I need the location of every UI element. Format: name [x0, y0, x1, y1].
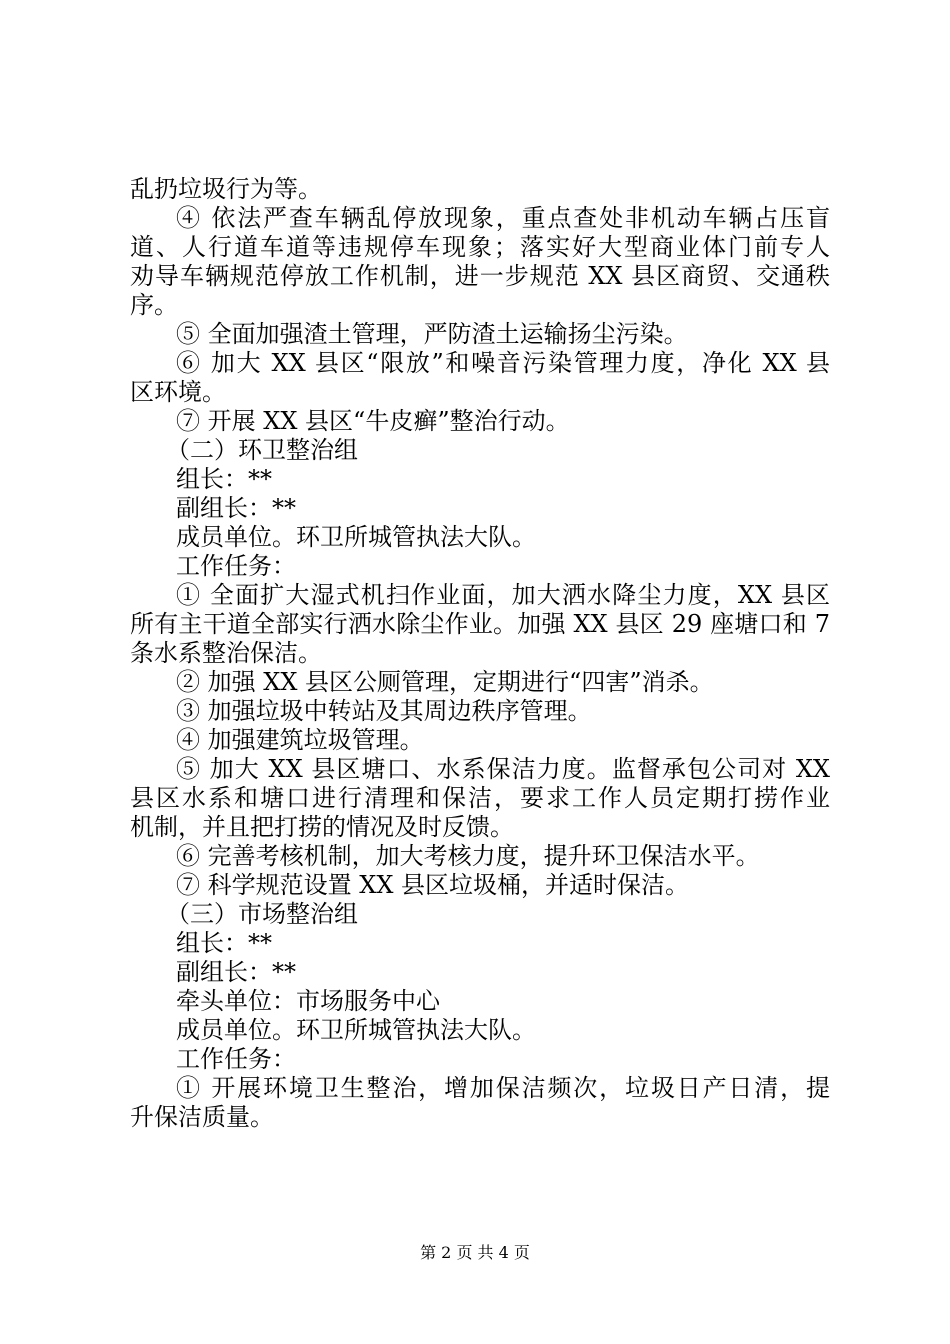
- text-line: ⑥ 完善考核机制，加大考核力度，提升环卫保洁水平。: [176, 842, 760, 870]
- text-line: 条水系整治保洁。: [130, 639, 322, 667]
- text-line: 序。: [130, 291, 178, 319]
- text-line: ④ 依法严查车辆乱停放现象，重点查处非机动车辆占压盲: [176, 204, 830, 232]
- text-line: ⑦ 科学规范设置 XX 县区垃圾桶，并适时保洁。: [176, 871, 690, 899]
- text-line: 牵头单位：市场服务中心: [176, 987, 440, 1015]
- text-line: ② 加强 XX 县区公厕管理，定期进行“四害”消杀。: [176, 668, 714, 696]
- text-line: 副组长：**: [176, 494, 296, 522]
- text-line: 成员单位。环卫所城管执法大队。: [176, 523, 536, 551]
- text-line: 道、人行道车道等违规停车现象；落实好大型商业体门前专人: [130, 233, 830, 261]
- text-line: 县区水系和塘口进行清理和保洁，要求工作人员定期打捞作业: [130, 784, 830, 812]
- text-line: ① 开展环境卫生整治，增加保洁频次，垃圾日产日清，提: [176, 1074, 830, 1102]
- text-line: 副组长：**: [176, 958, 296, 986]
- text-line: 成员单位。环卫所城管执法大队。: [176, 1016, 536, 1044]
- page-footer: 第 2 页 共 4 页: [420, 1243, 530, 1262]
- text-line: 劝导车辆规范停放工作机制，进一步规范 XX 县区商贸、交通秩: [130, 262, 830, 290]
- text-line: 组长：**: [176, 929, 272, 957]
- text-line: 升保洁质量。: [130, 1103, 274, 1131]
- text-line: ① 全面扩大湿式机扫作业面，加大洒水降尘力度，XX 县区: [176, 581, 830, 609]
- document-body: [130, 175, 830, 1132]
- text-line: 所有主干道全部实行洒水除尘作业。加强 XX 县区 29 座塘口和 7: [130, 610, 830, 638]
- text-line: 工作任务：: [176, 1045, 296, 1073]
- text-line: 乱扔垃圾行为等。: [130, 175, 322, 203]
- text-line: 工作任务：: [176, 552, 296, 580]
- text-line: ⑤ 全面加强渣土管理，严防渣土运输扬尘污染。: [176, 320, 688, 348]
- text-line: ⑤ 加大 XX 县区塘口、水系保洁力度。监督承包公司对 XX: [176, 755, 830, 783]
- text-line: （二）环卫整治组: [166, 436, 358, 464]
- text-line: 机制，并且把打捞的情况及时反馈。: [130, 813, 514, 841]
- text-line: 组长：**: [176, 465, 272, 493]
- text-line: ④ 加强建筑垃圾管理。: [176, 726, 424, 754]
- text-line: （三）市场整治组: [166, 900, 358, 928]
- text-line: ③ 加强垃圾中转站及其周边秩序管理。: [176, 697, 592, 725]
- text-line: 区环境。: [130, 378, 226, 406]
- text-line: ⑦ 开展 XX 县区“牛皮癣”整治行动。: [176, 407, 570, 435]
- text-line: ⑥ 加大 XX 县区“限放”和噪音污染管理力度，净化 XX 县: [176, 349, 830, 377]
